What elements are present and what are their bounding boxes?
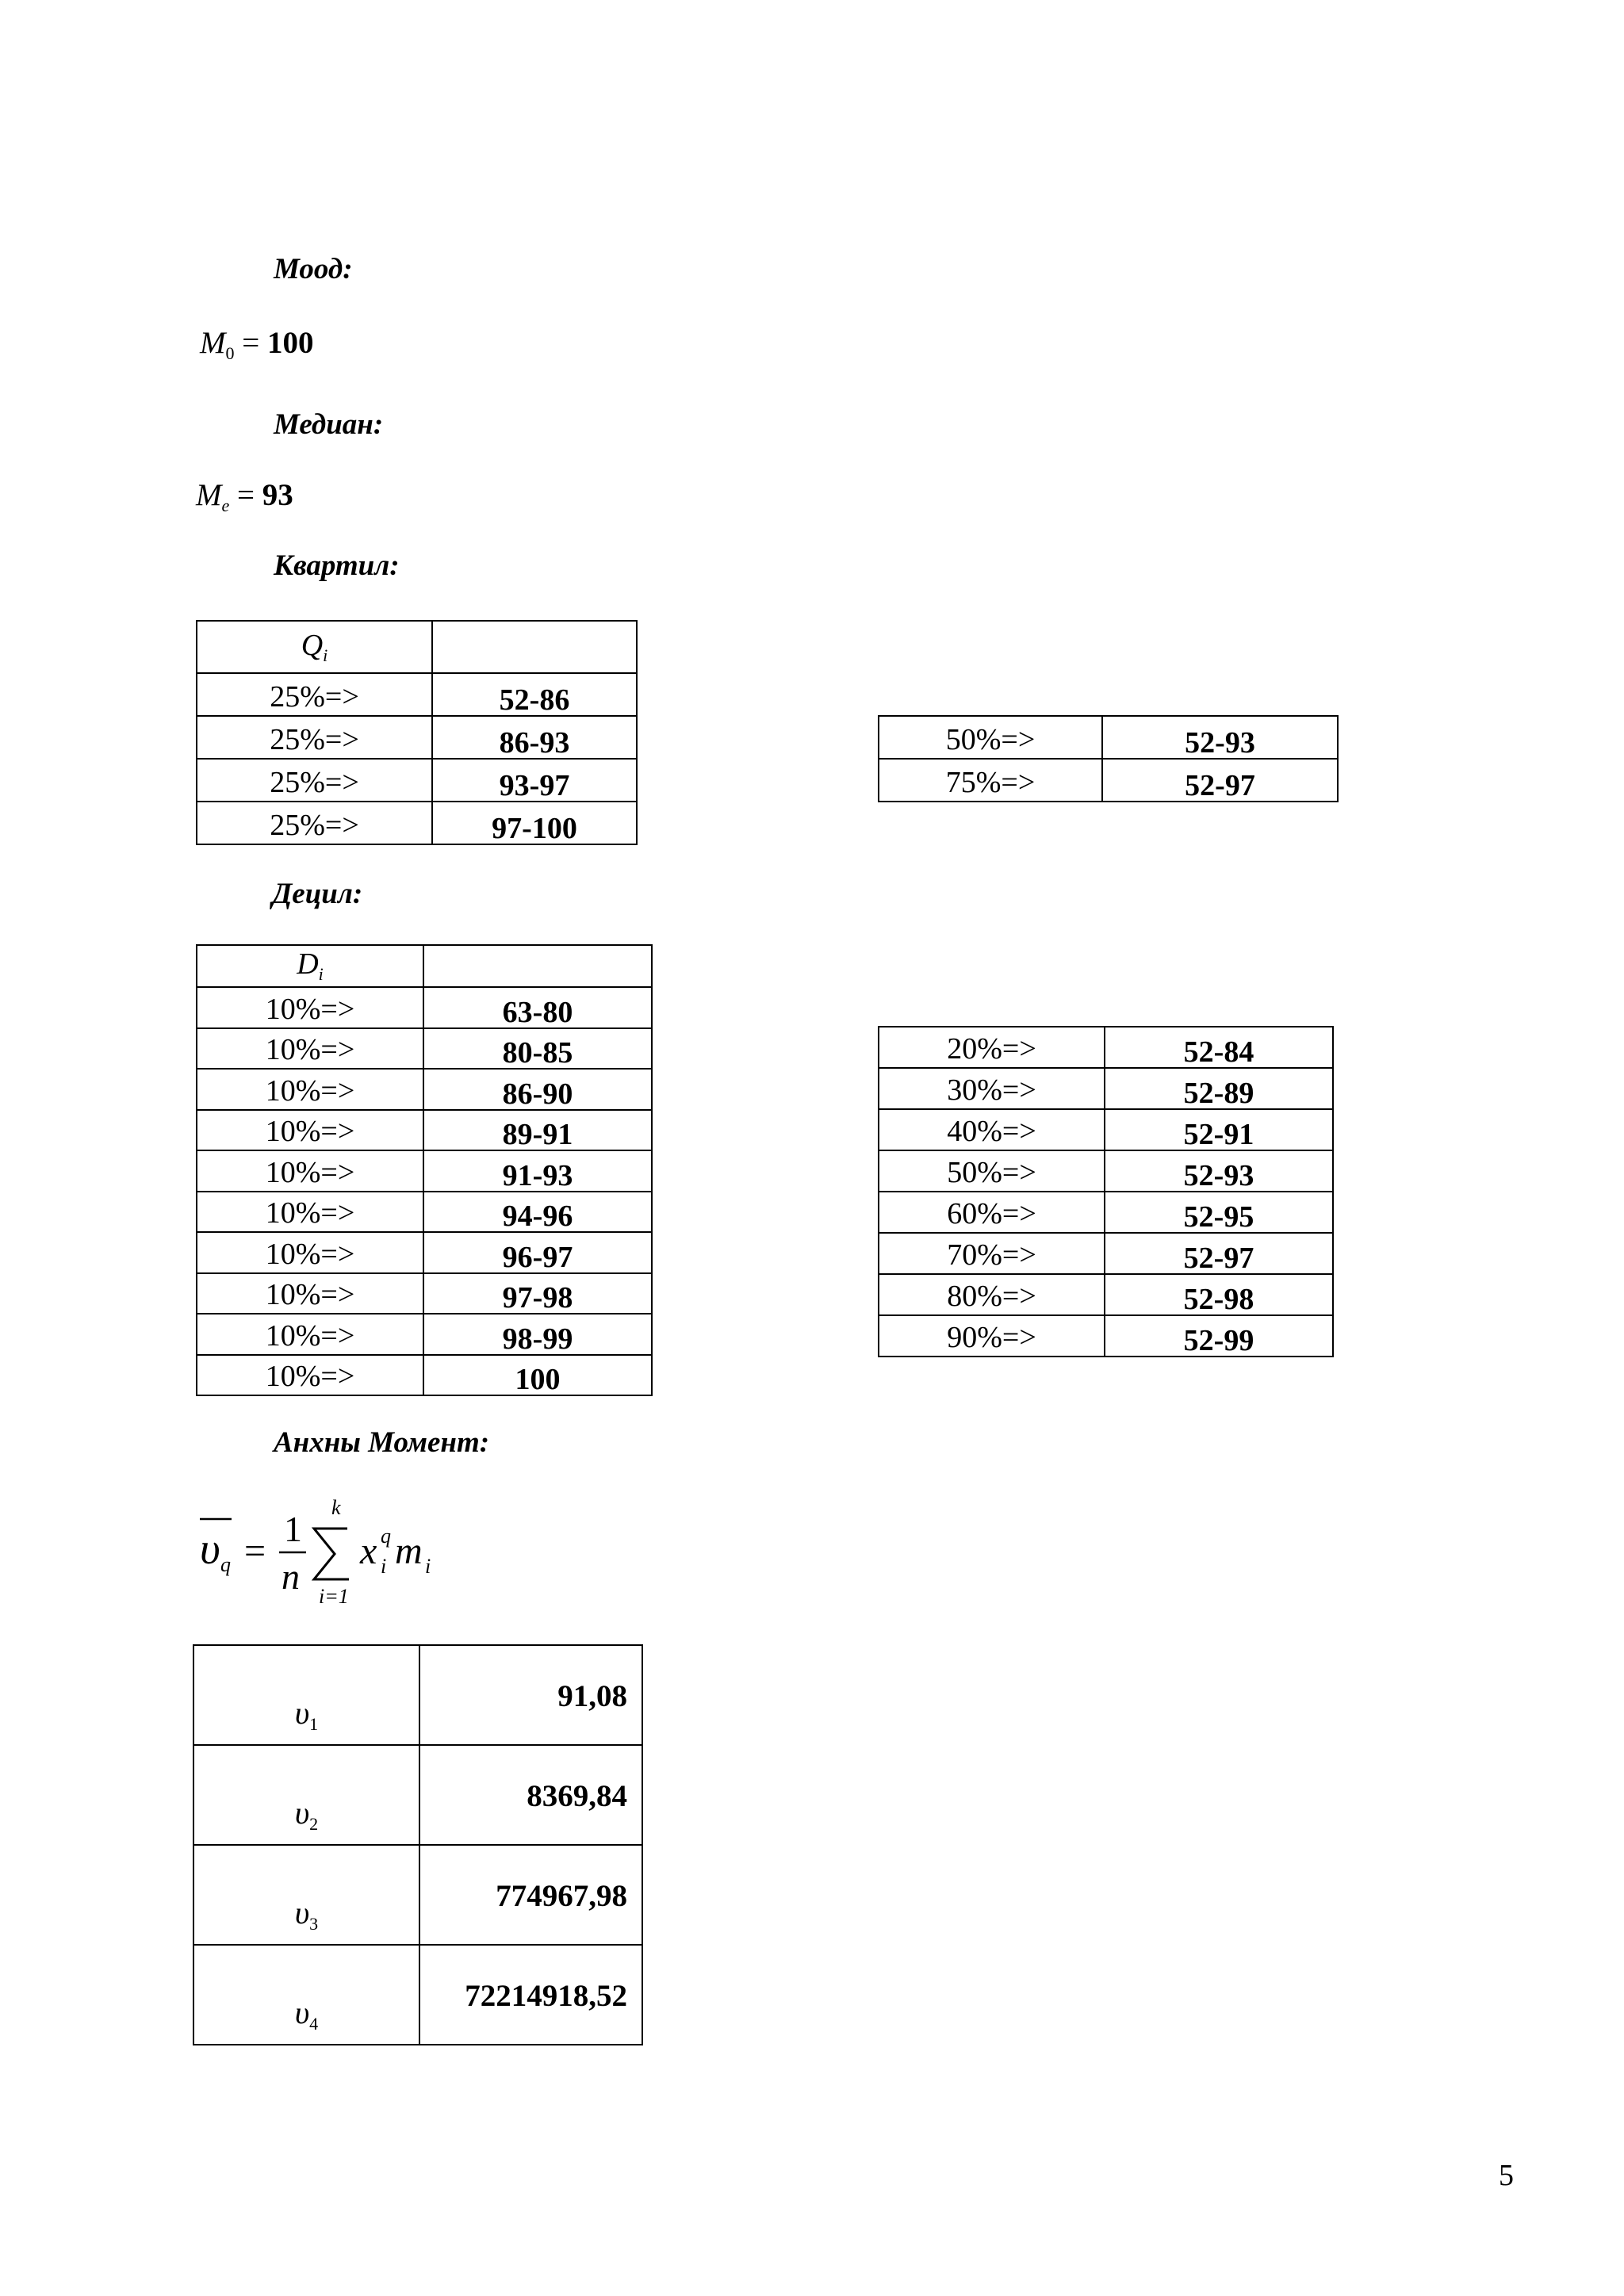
- formula-lhs-sub: q: [220, 1553, 231, 1576]
- table-row: [197, 1232, 652, 1273]
- quartile-header-empty: [432, 621, 637, 673]
- table-row: [879, 759, 1338, 802]
- median-subscript: e: [221, 496, 230, 515]
- decile-cumulative-label: 80%=>: [879, 1274, 1105, 1315]
- formula-numerator: 1: [284, 1509, 302, 1549]
- decile-cumulative-label: 20%=>: [879, 1027, 1105, 1068]
- quartile-cumulative-value: 52-93: [1102, 716, 1338, 759]
- table-row: [879, 1109, 1333, 1150]
- formula-lhs: υ: [200, 1525, 220, 1574]
- moment-subscript: 3: [309, 1914, 319, 1934]
- decile-label: 10%=>: [197, 987, 423, 1028]
- moment-formula: [190, 1490, 460, 1617]
- moment-symbol: υ: [294, 1695, 310, 1731]
- decile-cumulative-label: 40%=>: [879, 1109, 1105, 1150]
- decile-cumulative-value: 52-98: [1105, 1274, 1333, 1315]
- decile-label: 10%=>: [197, 1150, 423, 1192]
- quartile-cumulative-label: 50%=>: [879, 716, 1102, 759]
- sigma-icon: [314, 1529, 349, 1579]
- decile-value: 80-85: [423, 1028, 652, 1070]
- decile-cumulative-value: 52-99: [1105, 1315, 1333, 1357]
- decile-label: 10%=>: [197, 1192, 423, 1233]
- moment-subscript: 1: [309, 1714, 319, 1734]
- decile-header-empty: [423, 945, 652, 987]
- decile-cumulative-label: 30%=>: [879, 1068, 1105, 1109]
- table-row: [193, 1745, 642, 1845]
- quartile-value: 97-100: [432, 802, 637, 844]
- decile-cumulative-label: 60%=>: [879, 1192, 1105, 1233]
- table-row: [197, 1028, 652, 1070]
- moment-subscript: 4: [309, 2014, 319, 2034]
- table-row: [879, 1233, 1333, 1274]
- table-row: [197, 987, 652, 1028]
- moment-symbol-cell: [193, 1945, 419, 2045]
- moment-symbol-cell: [193, 1845, 419, 1945]
- decile-value: 63-80: [423, 987, 652, 1028]
- mode-equals: =: [242, 326, 260, 360]
- moment-symbol: υ: [294, 1995, 310, 2030]
- quartile-value: 52-86: [432, 673, 637, 716]
- formula-x-sub: i: [381, 1555, 387, 1578]
- table-row: [879, 1274, 1333, 1315]
- decile-cumulative-label: 50%=>: [879, 1150, 1105, 1192]
- decile-cumulative-value: 52-93: [1105, 1150, 1333, 1192]
- decile-header-cell: [197, 945, 423, 987]
- quartile-value: 93-97: [432, 759, 637, 802]
- table-row: [879, 1068, 1333, 1109]
- median-equals: =: [237, 478, 255, 512]
- mode-heading: Моод:: [274, 253, 353, 285]
- moment-value: 72214918,52: [419, 1945, 642, 2045]
- formula-m: m: [395, 1530, 423, 1572]
- decile-value: 94-96: [423, 1192, 652, 1233]
- decile-cumulative-label: 90%=>: [879, 1315, 1105, 1357]
- decile-value: 98-99: [423, 1314, 652, 1355]
- decile-value: 100: [423, 1355, 652, 1396]
- median-heading: Медиан:: [274, 408, 384, 441]
- decile-label: 10%=>: [197, 1355, 423, 1396]
- decile-heading: Децил:: [272, 878, 363, 910]
- table-row: [197, 673, 637, 716]
- table-row: [197, 1273, 652, 1314]
- decile-cumulative-table: [878, 1026, 1334, 1357]
- decile-label: 10%=>: [197, 1069, 423, 1110]
- quartile-label: 25%=>: [197, 802, 432, 844]
- decile-label: 10%=>: [197, 1314, 423, 1355]
- mode-subscript: 0: [225, 343, 235, 363]
- decile-header-row: [197, 945, 652, 987]
- decile-cumulative-value: 52-91: [1105, 1109, 1333, 1150]
- table-row: [193, 1845, 642, 1945]
- median-formula: [196, 477, 293, 516]
- table-row: [197, 802, 637, 844]
- table-row: [197, 1314, 652, 1355]
- quartile-header-symbol: Q: [301, 628, 324, 662]
- quartile-label: 25%=>: [197, 673, 432, 716]
- quartile-label: 25%=>: [197, 759, 432, 802]
- moment-value: 774967,98: [419, 1845, 642, 1945]
- decile-value: 89-91: [423, 1110, 652, 1151]
- decile-cumulative-label: 70%=>: [879, 1233, 1105, 1274]
- median-symbol: M: [196, 478, 222, 512]
- table-row: [197, 716, 637, 759]
- moment-value: 91,08: [419, 1645, 642, 1745]
- table-row: [197, 1355, 652, 1396]
- moment-heading: Анхны Момент:: [274, 1426, 490, 1459]
- decile-header-symbol: D: [297, 947, 319, 981]
- table-row: [879, 1192, 1333, 1233]
- moment-symbol: υ: [294, 1795, 310, 1831]
- decile-cumulative-value: 52-95: [1105, 1192, 1333, 1233]
- quartile-cumulative-table: [878, 715, 1339, 802]
- decile-label: 10%=>: [197, 1110, 423, 1151]
- table-row: [879, 1315, 1333, 1357]
- quartile-header-cell: [197, 621, 432, 673]
- quartile-cumulative-label: 75%=>: [879, 759, 1102, 802]
- page-number: 5: [1499, 2159, 1514, 2192]
- mode-symbol: M: [200, 326, 226, 360]
- decile-cumulative-value: 52-89: [1105, 1068, 1333, 1109]
- decile-value: 96-97: [423, 1232, 652, 1273]
- table-row: [197, 1150, 652, 1192]
- table-row: [197, 1069, 652, 1110]
- moments-table: [193, 1644, 643, 2045]
- quartile-cumulative-value: 52-97: [1102, 759, 1338, 802]
- quartile-heading: Квартил:: [274, 549, 400, 582]
- decile-value: 97-98: [423, 1273, 652, 1314]
- decile-cumulative-value: 52-84: [1105, 1027, 1333, 1068]
- formula-x-sup: q: [381, 1525, 391, 1548]
- decile-label: 10%=>: [197, 1273, 423, 1314]
- table-row: [197, 759, 637, 802]
- table-row: [879, 716, 1338, 759]
- mode-formula: [200, 325, 314, 364]
- formula-equals: =: [244, 1530, 266, 1572]
- quartile-label: 25%=>: [197, 716, 432, 759]
- quartile-value: 86-93: [432, 716, 637, 759]
- quartile-header-row: [197, 621, 637, 673]
- table-row: [879, 1150, 1333, 1192]
- table-row: [879, 1027, 1333, 1068]
- decile-value: 91-93: [423, 1150, 652, 1192]
- formula-sum-bottom: i=1: [319, 1585, 349, 1608]
- quartile-table: [196, 620, 638, 845]
- moment-value: 8369,84: [419, 1745, 642, 1845]
- quartile-header-subscript: i: [323, 645, 328, 665]
- decile-table: [196, 944, 653, 1396]
- moment-symbol-cell: [193, 1745, 419, 1845]
- formula-x: x: [360, 1530, 377, 1572]
- table-row: [193, 1645, 642, 1745]
- decile-header-subscript: i: [318, 964, 324, 984]
- moment-symbol: υ: [294, 1895, 310, 1931]
- table-row: [193, 1945, 642, 2045]
- moment-subscript: 2: [309, 1814, 319, 1834]
- table-row: [197, 1192, 652, 1233]
- formula-denominator: n: [282, 1556, 300, 1597]
- table-row: [197, 1110, 652, 1151]
- moment-symbol-cell: [193, 1645, 419, 1745]
- decile-value: 86-90: [423, 1069, 652, 1110]
- median-value: 93: [262, 478, 293, 512]
- formula-sum-top: k: [331, 1496, 341, 1519]
- formula-m-sub: i: [425, 1555, 431, 1578]
- decile-label: 10%=>: [197, 1232, 423, 1273]
- decile-label: 10%=>: [197, 1028, 423, 1070]
- decile-cumulative-value: 52-97: [1105, 1233, 1333, 1274]
- mode-value: 100: [267, 326, 314, 360]
